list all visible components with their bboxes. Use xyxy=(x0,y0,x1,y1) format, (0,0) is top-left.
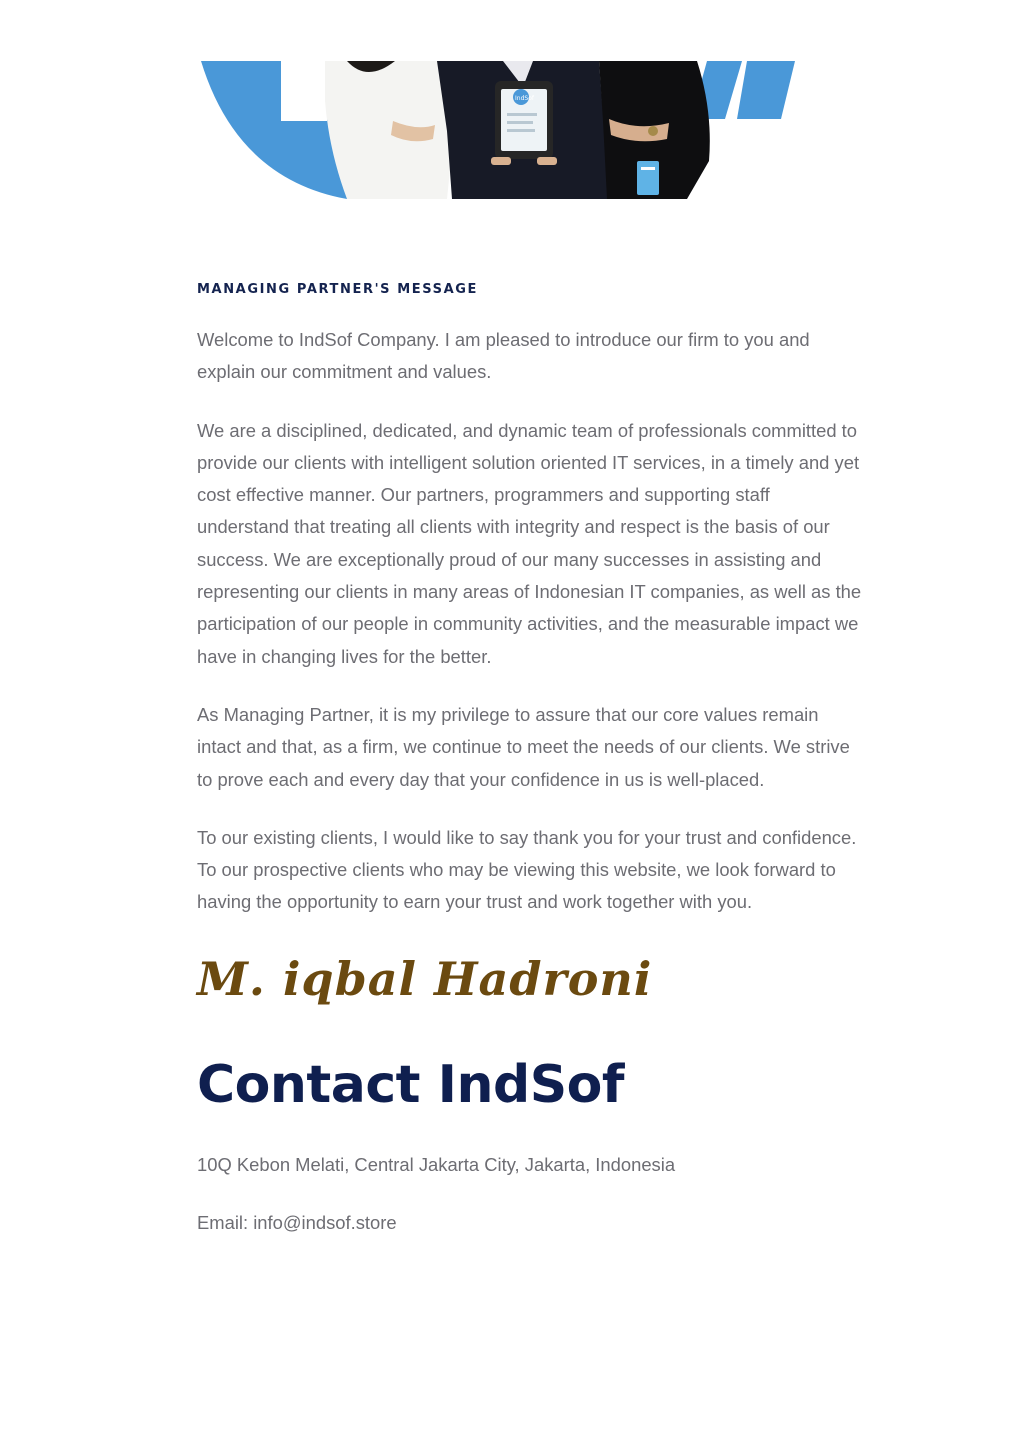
message-paragraph: As Managing Partner, it is my privilege to assure that our core values remain intact and that, as a firm, we continue to meet the needs of our clients. We strive to prove each and every day that your confidence in us is well-placed. xyxy=(197,703,850,790)
message-paragraph: We are a disciplined, dedicated, and dynamic team of professionals committed to provide our clients with intelligent solution oriented IT services, in a timely and yet cost effective manner. Our partners, programmers and supporting staff understand that treating all clients with integrity and respect is the basis of our success. We are exceptionally proud of our many successes in assisting and representing our clients in many areas of Indonesian IT companies, as well as the participation of our people in community activities, and the measurable impact we have in changing lives for the better. xyxy=(197,419,862,667)
contact-title: Contact IndSof xyxy=(197,1054,625,1115)
contact-address: 10Q Kebon Melati, Central Jakarta City, Jakarta, Indonesia xyxy=(197,1153,676,1175)
managing-partner-section xyxy=(197,280,862,1239)
message-paragraph: Welcome to IndSof Company. I am pleased to introduce our firm to you and explain our commitment and values. xyxy=(197,329,810,383)
hero-image xyxy=(197,61,857,199)
tablet-logo-text: IndSof xyxy=(515,95,534,102)
message-paragraph: To our existing clients, I would like to say thank you for your trust and confidence. To our prospective clients who may be viewing this website, we look forward to having the opportunity to earn your trust and work together with you. xyxy=(197,826,857,913)
section-heading: MANAGING PARTNER'S MESSAGE xyxy=(197,282,479,297)
signature-text: M. iqbal Hadroni xyxy=(197,951,653,1006)
contact-email: Email: info@indsof.store xyxy=(197,1211,397,1233)
signature-image xyxy=(197,947,653,1019)
